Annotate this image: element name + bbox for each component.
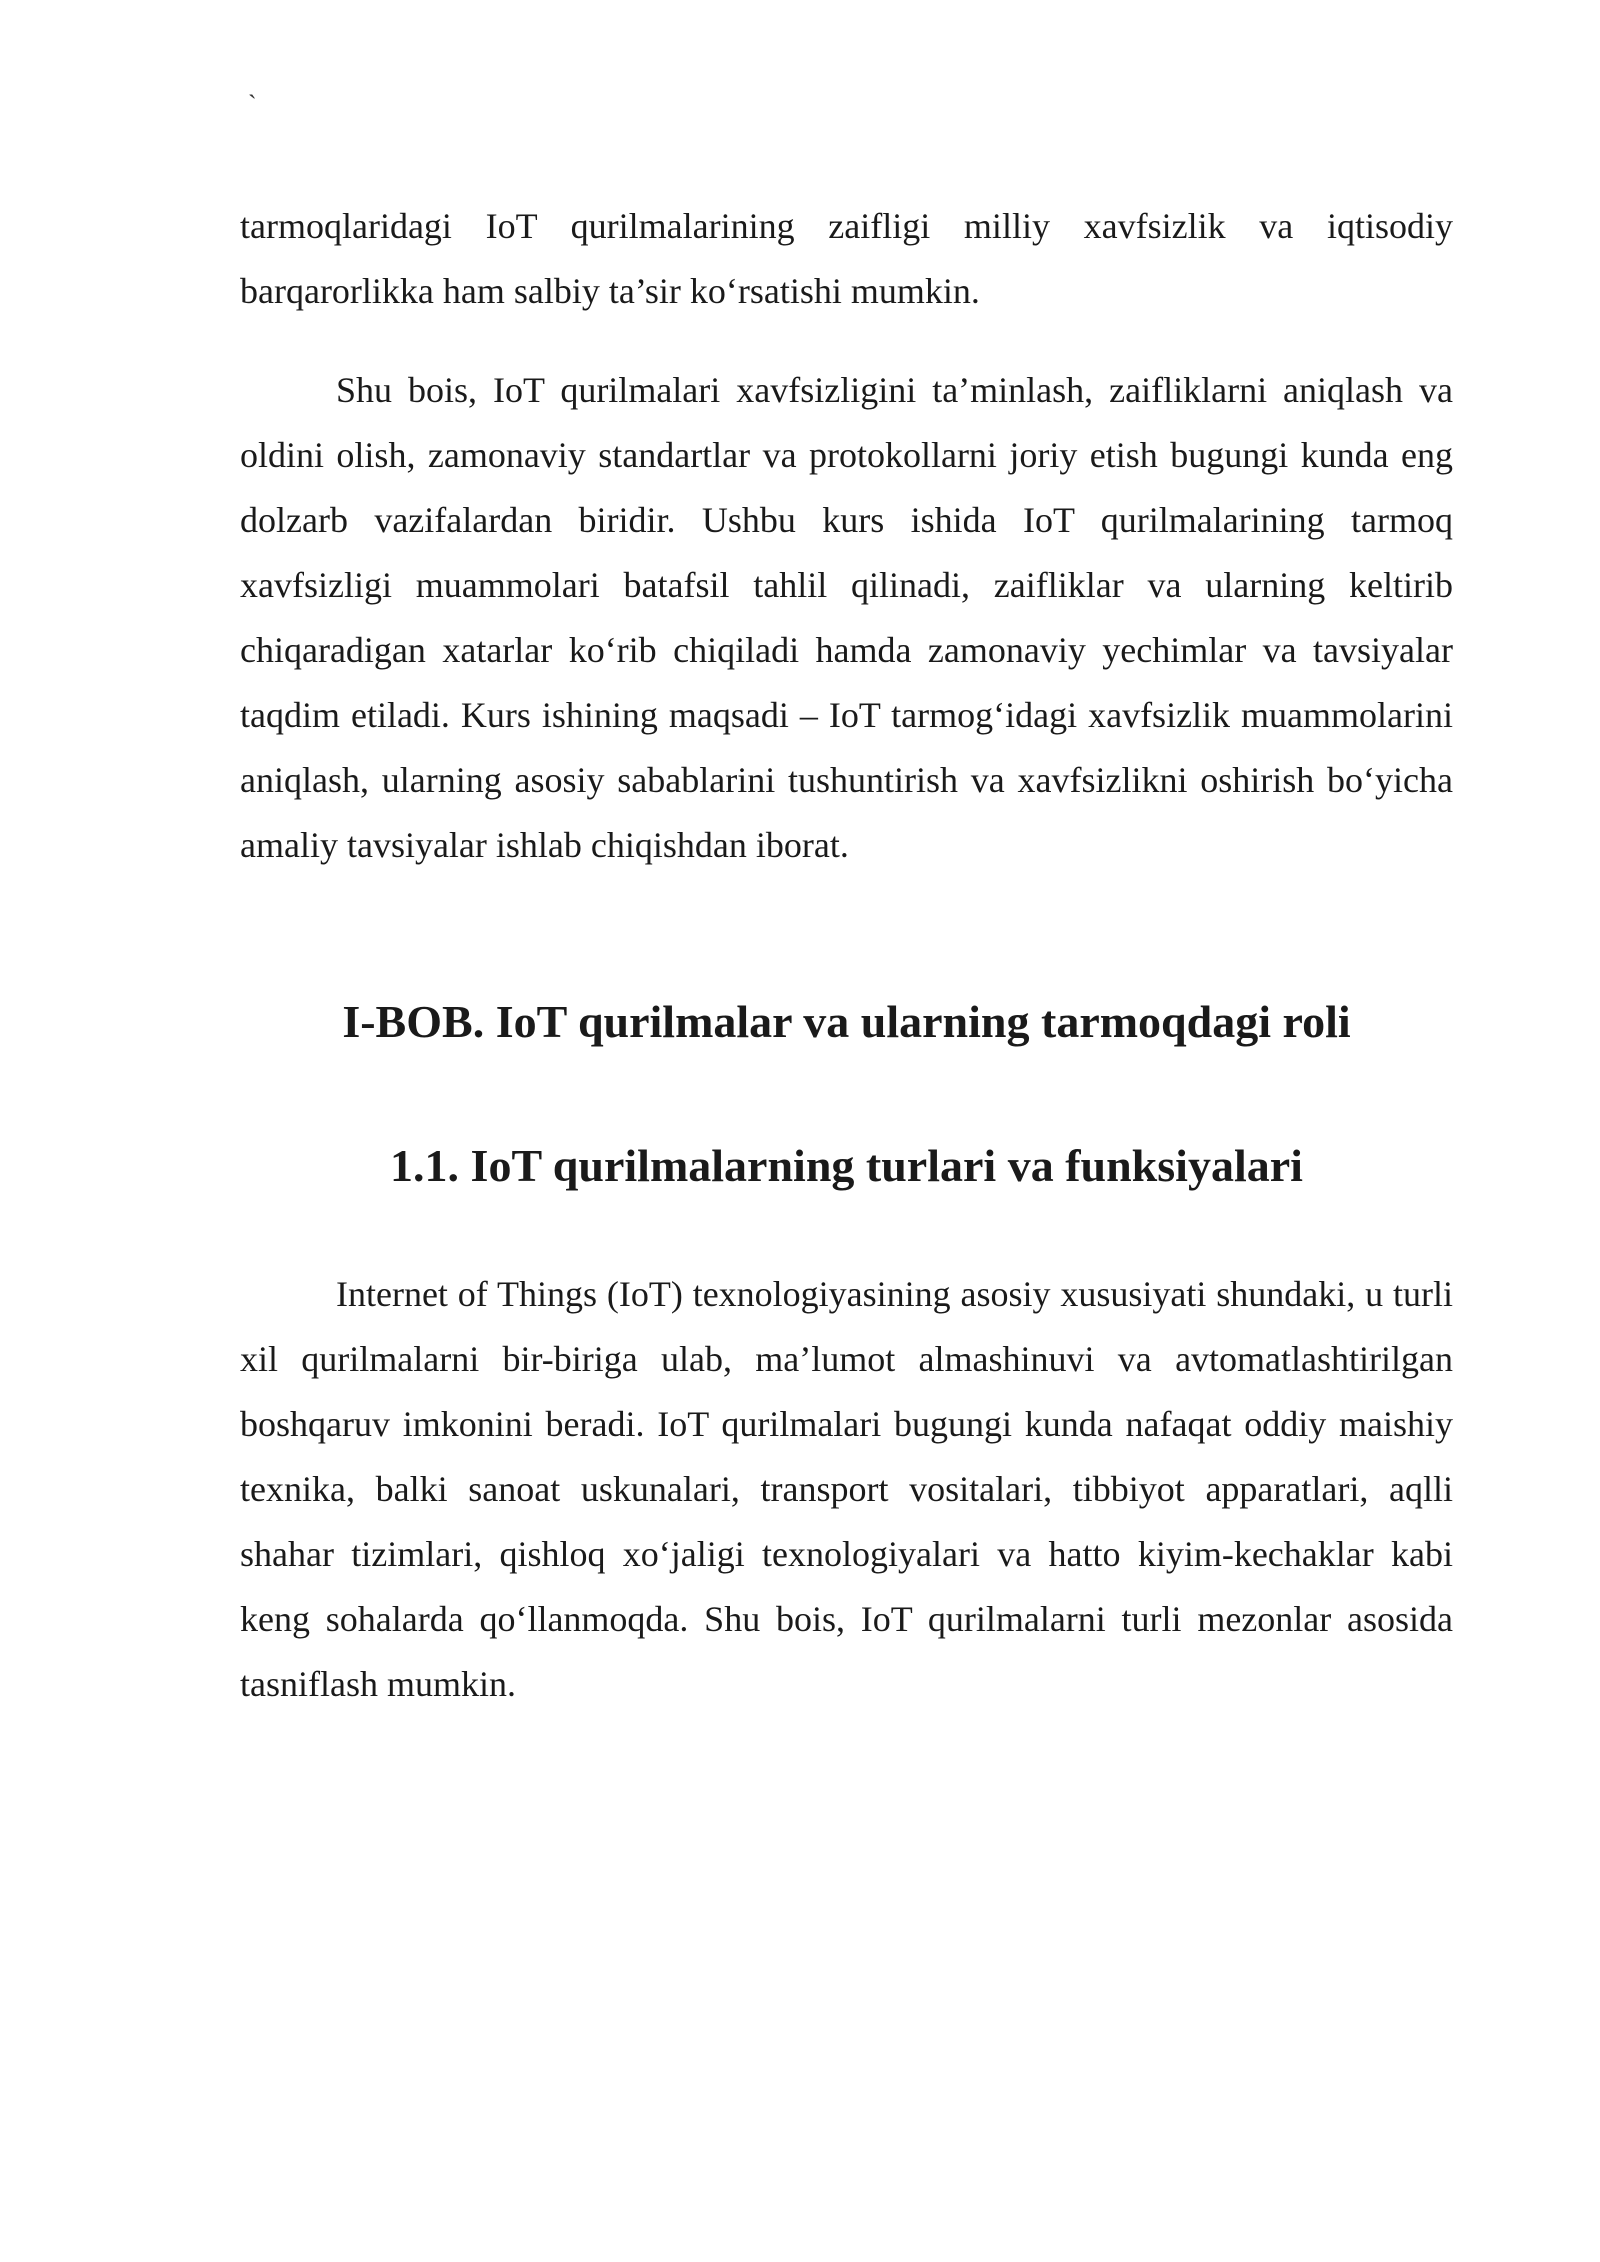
- paragraph-iot-overview: Internet of Things (IoT) texnologiyasining asosiy xususiyati shundaki, u turli xil qurilmalarni bir-biriga ulab, ma’lumot almashinuvi va avtomatlashtirilgan boshqaruv imkonini beradi. IoT qurilmalari bugungi kunda nafaqat oddiy maishiy texnika, balki sanoat uskunalari, transport vositalari, tibbiyot apparatlari, aqlli shahar tizimlari, qishloq xo‘jaligi texnologiyalari va hatto kiyim-kechaklar kabi keng sohalarda qo‘llanmoqda. Shu bois, IoT qurilmalarni turli mezonlar asosida tasniflash mumkin.: [240, 1274, 1453, 1704]
- section-title: 1.1. IoT qurilmalarning turlari va funksiyalari: [390, 1140, 1303, 1191]
- paragraph-continuation: tarmoqlaridagi IoT qurilmalarining zaifligi milliy xavfsizlik va iqtisodiy barqarorlikka ham salbiy ta’sir ko‘rsatishi mumkin.: [240, 206, 1453, 311]
- paragraph-intro-purpose: Shu bois, IoT qurilmalari xavfsizligini ta’minlash, zaifliklarni aniqlash va oldini olish, zamonaviy standartlar va protokollarni joriy etish bugungi kunda eng dolzarb vazifalardan biridir. Ushbu kurs ishida IoT qurilmalarining tarmoq xavfsizligi muammolari batafsil tahlil qilinadi, zaifliklar va ularning keltirib chiqaradigan xatarlar ko‘rib chiqiladi hamda zamonaviy yechimlar va tavsiyalar taqdim etiladi. Kurs ishining maqsadi – IoT tarmog‘idagi xavfsizlik muammolarini aniqlash, ularning asosiy sabablarini tushuntirish va xavfsizlikni oshirish bo‘yicha amaliy tavsiyalar ishlab chiqishdan iborat.: [240, 370, 1453, 865]
- corner-mark: `: [248, 90, 257, 119]
- chapter-title: I-BOB. IoT qurilmalar va ularning tarmoqdagi roli: [342, 996, 1351, 1047]
